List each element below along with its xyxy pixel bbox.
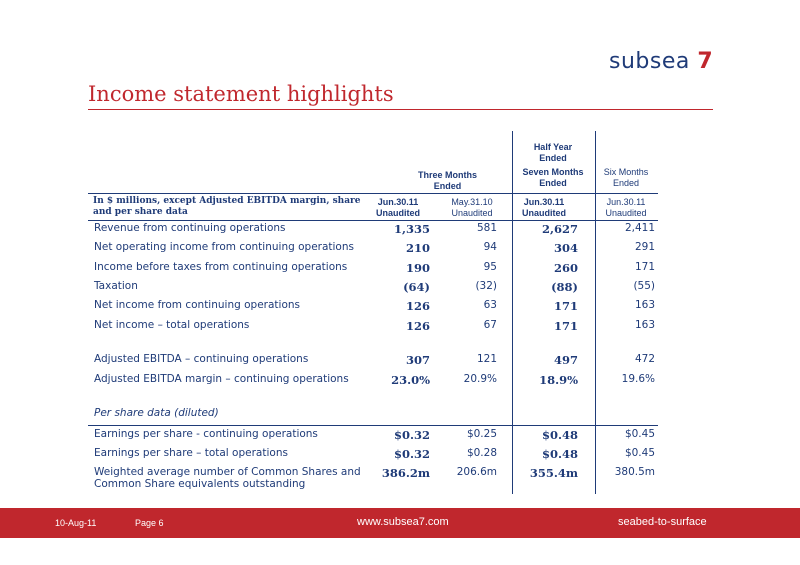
row-value-col1: $0.32 [393,428,430,442]
row-value-col4: 163 [634,299,655,311]
row-value-col2: 63 [483,299,497,311]
row-value-col2: $0.28 [466,447,497,459]
row-value-col1: 210 [405,241,430,255]
table-row [0,241,800,257]
footer-bar [0,508,800,538]
period-header-2: May.31.10 Unaudited [451,197,493,218]
row-label: Earnings per share – total operations [94,447,288,459]
row-value-col3: (88) [551,280,578,294]
row-value-col1: 23.0% [391,373,430,387]
row-value-col4: 291 [634,241,655,253]
row-value-col1: 1,335 [393,222,430,236]
row-value-col2: 121 [476,353,497,365]
row-value-col3: 355.4m [529,466,578,480]
table-row [0,466,800,490]
row-label: Revenue from continuing operations [94,222,286,234]
table-top-rule [88,193,658,194]
seven-months-header: Seven Months Ended [522,167,584,188]
row-value-col4: 19.6% [621,373,655,385]
row-value-col3: $0.48 [541,428,578,442]
six-months-header: Six Months Ended [603,167,649,188]
table-row [0,280,800,296]
period-header-3: Jun.30.11 Unaudited [522,197,566,218]
row-value-col4: (55) [633,280,655,292]
table-header-label: In $ millions, except Adjusted EBITDA margin, share and per share data [93,196,361,217]
row-label: Net income from continuing operations [94,299,300,311]
row-value-col4: 163 [634,319,655,331]
page-title: Income statement highlights [88,82,394,106]
row-label: Adjusted EBITDA margin – continuing operations [94,373,349,385]
row-value-col3: 260 [553,261,578,275]
footer-tagline: seabed-to-surface [618,516,707,528]
company-logo [609,49,713,74]
row-value-col1: $0.32 [393,447,430,461]
row-value-col2: 206.6m [456,466,497,478]
row-value-col4: 171 [634,261,655,273]
row-value-col1: 307 [405,353,430,367]
table-row [0,373,800,389]
row-value-col2: 20.9% [463,373,497,385]
row-label: Net operating income from continuing operations [94,241,354,253]
table-row [0,428,800,444]
row-label: Taxation [94,280,138,292]
row-value-col4: $0.45 [624,447,655,459]
footer-url: www.subsea7.com [357,516,449,528]
row-label: Income before taxes from continuing operations [94,261,348,273]
row-value-col1: 386.2m [381,466,430,480]
row-value-col3: 2,627 [541,222,578,236]
footer-date: 10-Aug-11 [55,518,97,528]
row-value-col2: 581 [476,222,497,234]
row-value-col3: 171 [553,319,578,333]
row-value-col3: $0.48 [541,447,578,461]
row-value-col2: (32) [475,280,497,292]
row-value-col2: 94 [483,241,497,253]
half-year-header: Half Year Ended [533,142,573,163]
row-value-col1: 190 [405,261,430,275]
row-value-col3: 18.9% [539,373,578,387]
logo-number: 7 [697,49,714,74]
three-months-header: Three Months Ended [417,170,477,191]
per-share-heading: Per share data (diluted) [94,407,219,419]
row-label: Earnings per share - continuing operations [94,428,318,440]
period-header-1: Jun.30.11 Unaudited [376,197,420,218]
table-row [0,299,800,315]
logo-text: subsea [609,49,690,74]
row-value-col3: 497 [553,353,578,367]
row-value-col4: 380.5m [614,466,655,478]
row-value-col1: 126 [405,299,430,313]
row-value-col4: 472 [634,353,655,365]
row-label: Weighted average number of Common Shares and Common Share equivalents outstanding [94,466,361,490]
row-value-col3: 304 [553,241,578,255]
row-value-col4: 2,411 [624,222,655,234]
row-value-col1: (64) [403,280,430,294]
row-label: Net income – total operations [94,319,250,331]
period-header-4: Jun.30.11 Unaudited [605,197,647,218]
table-row [0,222,800,238]
row-value-col3: 171 [553,299,578,313]
row-value-col2: 95 [483,261,497,273]
per-share-rule [88,425,658,426]
row-value-col2: 67 [483,319,497,331]
table-header-rule [88,220,658,221]
footer-page: Page 6 [135,518,164,528]
row-value-col2: $0.25 [466,428,497,440]
row-value-col4: $0.45 [624,428,655,440]
row-label: Adjusted EBITDA – continuing operations [94,353,309,365]
row-value-col1: 126 [405,319,430,333]
title-divider [88,109,713,110]
table-row [0,447,800,463]
table-row [0,261,800,277]
table-row [0,353,800,369]
table-row [0,319,800,335]
